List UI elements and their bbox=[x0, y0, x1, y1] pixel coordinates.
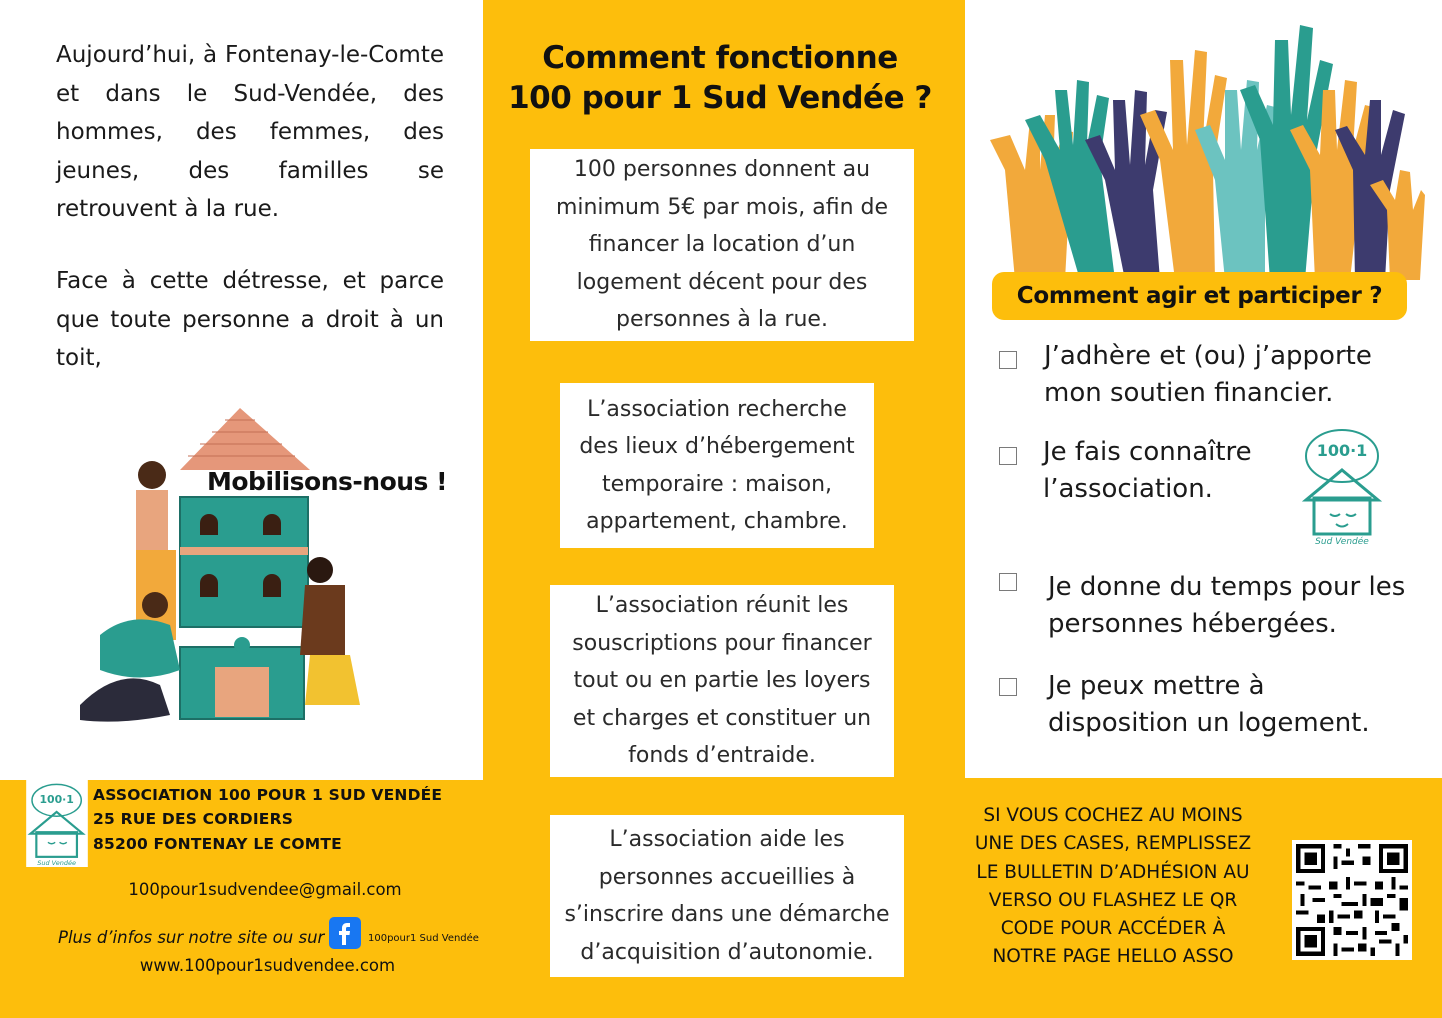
intro-paragraph-1: Aujourd’hui, à Fontenay-le-Comte et dans le Sud-Vendée, des hommes, des femmes, des jeunes, des familles se retrouvent à la rue. bbox=[56, 42, 444, 222]
option-faire-connaitre: Je fais connaître l’association. bbox=[1043, 437, 1252, 504]
svg-text:100·1: 100·1 bbox=[1316, 441, 1368, 460]
info-card-text: 100 personnes donnent au minimum 5€ par mois, afin de financer la location d’un logement décent pour des personnes à la rue. bbox=[555, 157, 889, 333]
qr-code-icon[interactable] bbox=[1292, 840, 1412, 960]
checkbox-adhere[interactable] bbox=[999, 351, 1017, 369]
option-adhere: J’adhère et (ou) j’apporte mon soutien financier. bbox=[1044, 341, 1372, 408]
info-card-text: L’association réunit les souscriptions pour financer tout ou en partie les loyers et charges et constituer un fonds d’entraide. bbox=[572, 593, 872, 769]
raised-hands-illustration bbox=[985, 20, 1425, 280]
org-street: 25 RUE DES CORDIERS bbox=[93, 810, 294, 828]
info-card-1 bbox=[530, 149, 914, 341]
middle-title-line-2: 100 pour 1 Sud Vendée ? bbox=[508, 80, 932, 116]
checkbox-donner-temps[interactable] bbox=[999, 573, 1017, 591]
info-card-4 bbox=[550, 815, 904, 977]
org-city: 85200 FONTENAY LE COMTE bbox=[93, 835, 342, 853]
mobilisons-caption: Mobilisons-nous ! bbox=[207, 467, 448, 496]
website-link[interactable]: www.100pour1sudvendee.com bbox=[139, 956, 396, 975]
intro-paragraph-2: Face à cette détresse, et parce que toute personne a droit à un toit, bbox=[56, 268, 444, 371]
svg-text:Sud Vendée: Sud Vendée bbox=[1315, 537, 1369, 546]
org-name: ASSOCIATION 100 POUR 1 SUD VENDÉE bbox=[93, 786, 443, 804]
facebook-label[interactable]: 100pour1 Sud Vendée bbox=[368, 933, 479, 944]
svg-text:Sud Vendée: Sud Vendée bbox=[37, 858, 77, 867]
checkbox-logement[interactable] bbox=[999, 678, 1017, 696]
call-to-action: SI VOUS COCHEZ AU MOINS UNE DES CASES, REMPLISSEZ LE BULLETIN D’ADHÉSION AU VERSO OU FLASHEZ LE QR CODE POUR ACCÉDER À NOTRE PAGE HELLO ASSO bbox=[974, 805, 1252, 968]
svg-text:100·1: 100·1 bbox=[39, 793, 74, 807]
facebook-icon[interactable] bbox=[329, 917, 361, 949]
info-card-2 bbox=[560, 383, 874, 548]
info-card-3 bbox=[550, 585, 894, 777]
middle-title-line-1: Comment fonctionne bbox=[542, 40, 898, 76]
more-info-text: Plus d’infos sur notre site ou sur bbox=[58, 928, 325, 947]
checkbox-faire-connaitre[interactable] bbox=[999, 447, 1017, 465]
info-card-text: L’association recherche des lieux d’hébergement temporaire : maison, appartement, chambre. bbox=[579, 396, 855, 534]
option-logement: Je peux mettre à disposition un logement. bbox=[1048, 671, 1370, 738]
option-donner-temps: Je donne du temps pour les personnes hébergées. bbox=[1048, 572, 1406, 639]
contact-email[interactable]: 100pour1sudvendee@gmail.com bbox=[128, 880, 402, 899]
middle-title bbox=[500, 38, 940, 118]
association-logo bbox=[1300, 426, 1385, 546]
info-card-text: L’association aide les personnes accueillies à s’inscrire dans une démarche d’acquisition d’autonomie. bbox=[564, 827, 890, 965]
puzzle-house-illustration bbox=[40, 405, 480, 735]
agir-heading: Comment agir et participer ? bbox=[992, 272, 1407, 320]
association-logo-small bbox=[26, 780, 88, 867]
